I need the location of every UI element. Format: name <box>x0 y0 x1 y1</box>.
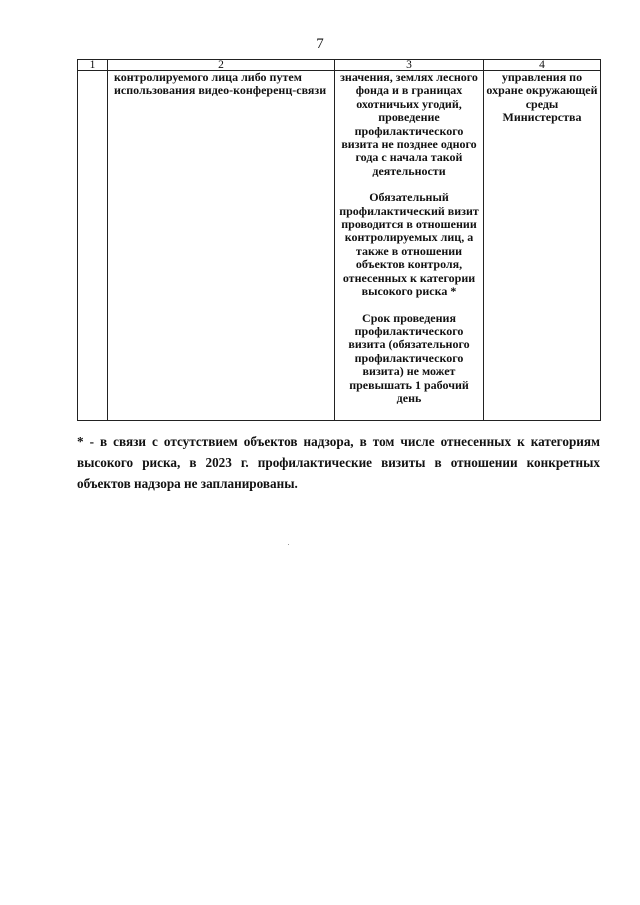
header-cell-1: 1 <box>78 60 108 71</box>
header-cell-3: 3 <box>335 60 484 71</box>
contact-method-cell <box>108 71 335 421</box>
visit-paragraph-2: Обязательный профилактический визит проводится в отношении контролируемых лиц, а также в отношении объектов контроля, отнесенных к категории высокого риска * <box>339 190 479 299</box>
header-cell-2: 2 <box>108 60 335 71</box>
responsible-cell <box>484 71 601 421</box>
responsible-text: управления по охране окружающей среды Министерства <box>486 70 598 125</box>
visit-paragraph-1: значения, землях лесного фонда и в границах охотничьих угодий, проведение профилактического визита не позднее одного года с начала такой деятельности <box>340 70 478 178</box>
table-header-row <box>78 60 601 71</box>
scan-artifact-dot <box>288 544 289 545</box>
visit-description-cell <box>335 71 484 421</box>
contact-method-text: контролируемого лица либо путем использования видео-конференц-связи <box>114 70 327 98</box>
table-row <box>78 71 601 421</box>
page-number: 7 <box>316 36 324 52</box>
measures-table <box>77 59 601 421</box>
header-cell-4: 4 <box>484 60 601 71</box>
row-number-cell <box>78 71 108 421</box>
visit-paragraph-3: Срок проведения профилактического визита (обязательного профилактического визита) не может превышать 1 рабочий день <box>348 310 470 405</box>
footnote: * - в связи с отсутствием объектов надзора, в том числе отнесенных к категориям высокого риска, в 2023 г. профилактические визиты в отношении конкретных объектов надзора не запланированы. <box>77 434 600 491</box>
